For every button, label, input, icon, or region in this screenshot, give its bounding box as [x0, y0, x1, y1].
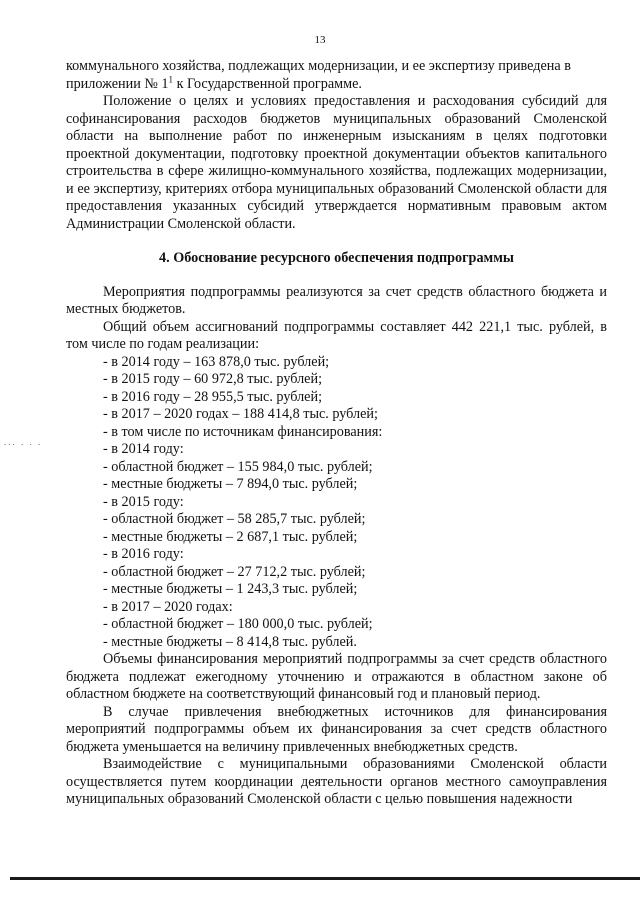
list-item: - в 2014 году – 163 878,0 тыс. рублей; — [103, 353, 330, 370]
funding-breakdown-list — [66, 354, 607, 652]
paragraph-subsidy-regulation: Положение о целях и условиях предоставления и расходования субсидий для софинансирования расходов бюджетов муниципальных образований Смоленской области на выполнение работ по инженерным изысканиям в целях подготовки проектной документации, подготовку проектной документации объектов капитального строительства в сфере жилищно-коммунального хозяйства, подлежащих модернизации, и ее экспертизу, критериях отбора муниципальных образований Смоленской области для предоставления указанных субсидий утверждается нормативным правовым актом Администрации Смоленской области. — [66, 93, 607, 232]
list-item: - областной бюджет – 27 712,2 тыс. рублей; — [103, 563, 366, 580]
list-item: - в 2014 году: — [103, 441, 184, 457]
list-item: - в том числе по источникам финансирования: — [103, 423, 383, 440]
paragraph-funding-volumes: Объемы финансирования мероприятий подпрограммы за счет средств областного бюджета подлежат ежегодному уточнению и отражаются в областном законе об областном бюджете на соответствующий финансовый год и плановый период. — [66, 651, 607, 702]
paragraph-continuation-line2-post: к Государственной программе. — [173, 75, 362, 92]
paragraph-continuation-line1: коммунального хозяйства, подлежащих модернизации, и ее экспертизу приведена в — [66, 58, 571, 74]
paragraph-continuation-line2-pre: приложении № 1 — [66, 75, 169, 92]
list-item: - местные бюджеты – 1 243,3 тыс. рублей; — [103, 581, 358, 597]
paragraph-total-allocation: Общий объем ассигнований подпрограммы составляет 442 221,1 тыс. рублей, в том числе по годам реализации: — [66, 318, 607, 352]
list-item: - в 2017 – 2020 годах: — [103, 598, 233, 615]
bottom-divider — [10, 877, 640, 880]
paragraph-continuation — [66, 58, 607, 93]
list-item: - областной бюджет – 58 285,7 тыс. рублей; — [103, 511, 366, 527]
paragraph-municipal-interaction: Взаимодействие с муниципальными образованиями Смоленской области осуществляется путем координации деятельности органов местного самоуправления муниципальных образований Смоленской области с целью повышения надежности — [66, 756, 607, 807]
list-item: - в 2017 – 2020 годах – 188 414,8 тыс. рублей; — [103, 406, 378, 422]
page-body — [66, 58, 607, 809]
list-item: - в 2015 году – 60 972,8 тыс. рублей; — [103, 371, 323, 387]
list-item: - в 2015 году: — [103, 493, 184, 510]
list-item: - областной бюджет – 155 984,0 тыс. рублей; — [103, 458, 373, 475]
superscript-annex: 1 — [168, 73, 174, 84]
paragraph-funding-sources: Мероприятия подпрограммы реализуются за счет средств областного бюджета и местных бюджетов. — [66, 283, 607, 317]
paragraph-extrabudgetary: В случае привлечения внебюджетных источников для финансирования мероприятий подпрограммы объем их финансирования за счет средств областного бюджета уменьшается на величину привлеченных внебюджетных средств. — [66, 703, 607, 755]
section-heading: 4. Обоснование ресурсного обеспечения подпрограммы — [159, 250, 514, 266]
list-item: - местные бюджеты – 7 894,0 тыс. рублей; — [103, 476, 358, 492]
list-item: - в 2016 году – 28 955,5 тыс. рублей; — [103, 388, 323, 405]
list-item: - областной бюджет – 180 000,0 тыс. рублей; — [103, 616, 373, 632]
list-item: - местные бюджеты – 2 687,1 тыс. рублей; — [103, 528, 358, 545]
list-item: - в 2016 году: — [103, 546, 184, 562]
page-number: 13 — [314, 34, 326, 46]
list-item: - местные бюджеты – 8 414,8 тыс. рублей. — [103, 633, 357, 650]
scan-artifact-mark: ... . . . — [4, 437, 43, 447]
